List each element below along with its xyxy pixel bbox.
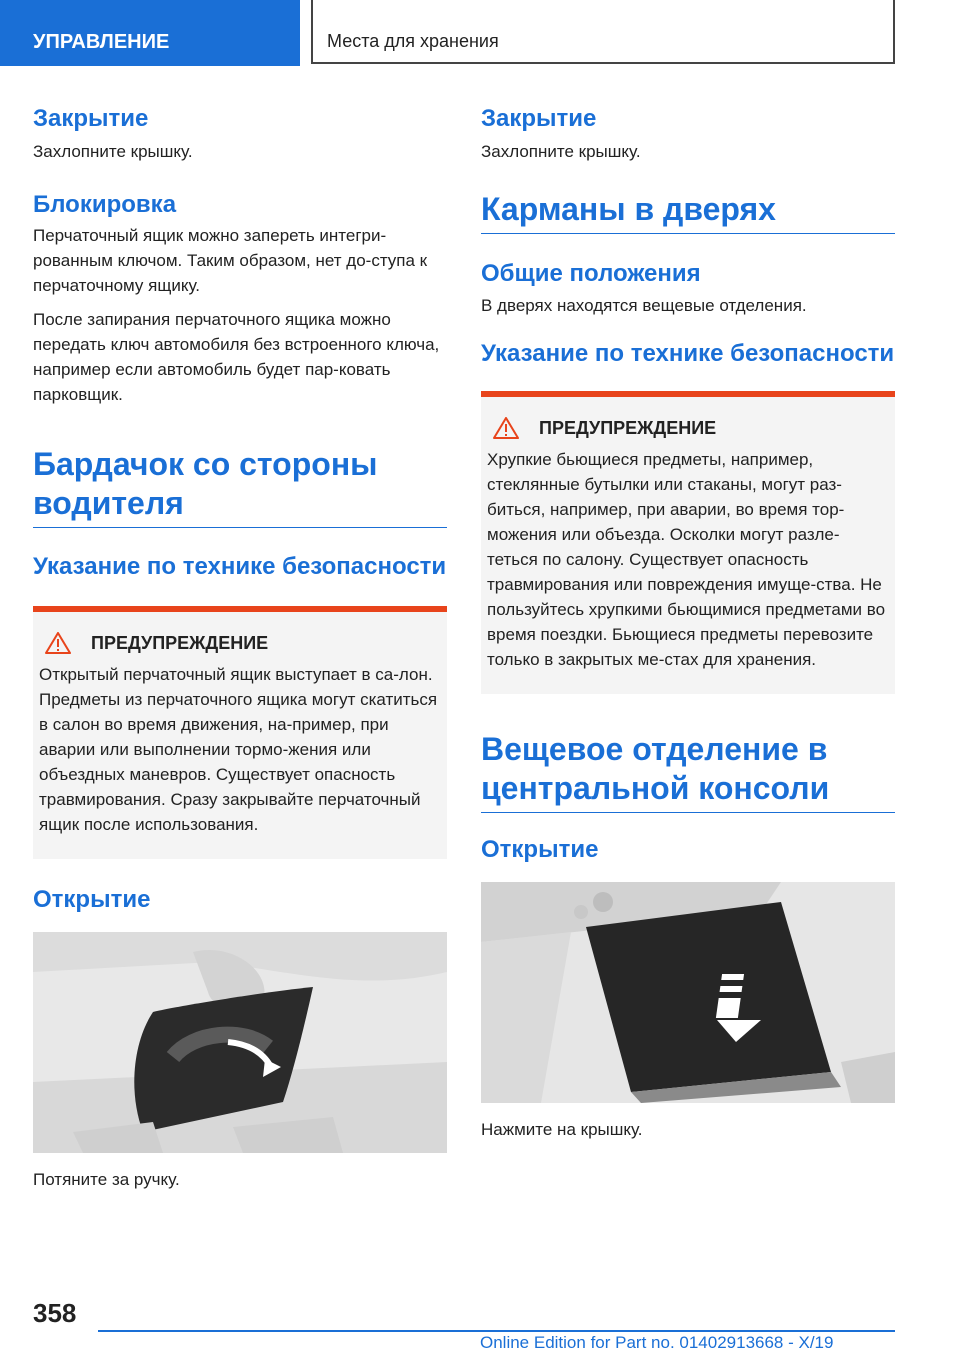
section-label: УПРАВЛЕНИЕ [33,31,170,53]
lock-heading: Блокировка [33,191,177,218]
warning-box [33,606,447,859]
warning-title: ПРЕДУПРЕЖДЕНИЕ [539,417,717,438]
warning-box [481,391,895,694]
console-title: Вещевое отделение в центральной консоли [481,730,895,813]
closing-heading: Закрытие [481,105,597,132]
general-heading: Общие положения [481,260,701,287]
page-number: 358 [33,1298,77,1328]
safety-heading: Указание по технике безопасности [481,340,895,367]
figure-caption: Нажмите на крышку. [481,1120,643,1139]
chapter-label: Места для хранения [327,31,499,51]
warning-triangle-icon [45,632,71,654]
closing-heading: Закрытие [33,105,149,132]
lock-paragraph-2: После запирания перчаточного ящика можно передать ключ автомобиля без встроенного ключа, например если автомобиль будет пар-ковать парковщик. [33,310,440,404]
footer-rule [98,1330,895,1332]
glovebox-illustration [33,932,447,1153]
warning-text: Хрупкие бьющиеся предметы, например, стеклянные бутылки или стаканы, могут раз-биться, например, при аварии, во время тор-можения или объезда. Осколки могут разле-теться по салону. Существует опасность травмирования или повреждения имуще-ства. Не пользуйтесь хрупкими бьющимися предметами во время поездки. Бьющиеся предметы перевозите только в закрытых ме-стах для хранения. [487,450,886,669]
figure-caption: Потяните за ручку. [33,1170,180,1189]
opening-heading: Открытие [481,836,599,863]
general-text: В дверях находятся вещевые отделения. [481,296,807,315]
warning-triangle-icon [493,417,519,439]
opening-heading: Открытие [33,886,151,913]
right-column [481,104,895,1142]
warning-title-row [39,632,439,654]
left-column [33,104,447,1192]
chapter-tab [311,0,895,64]
safety-heading: Указание по технике безопасности [33,553,447,580]
closing-text: Захлопните крышку. [33,142,193,161]
closing-text: Захлопните крышку. [481,142,641,161]
driver-box-title: Бардачок со стороны водителя [33,445,447,528]
warning-title-row [487,417,887,439]
console-illustration [481,882,895,1103]
door-pockets-title: Карманы в дверях [481,190,895,234]
edition-text: Online Edition for Part no. 01402913668 - X/19 [480,1333,834,1352]
section-tab [0,0,300,66]
warning-text: Открытый перчаточный ящик выступает в са-лон. Предметы из перчаточного ящика могут скатиться в салон во время движения, на-пример, при аварии или выполнении тормо-жения или объездных маневров. Существует опасность травмирования. Сразу закрывайте перчаточный ящик после использования. [39,665,438,834]
warning-title: ПРЕДУПРЕЖДЕНИЕ [91,632,269,653]
lock-paragraph-1: Перчаточный ящик можно запереть интегри-рованным ключом. Таким образом, нет до-ступа к перчаточному ящику. [33,226,428,295]
